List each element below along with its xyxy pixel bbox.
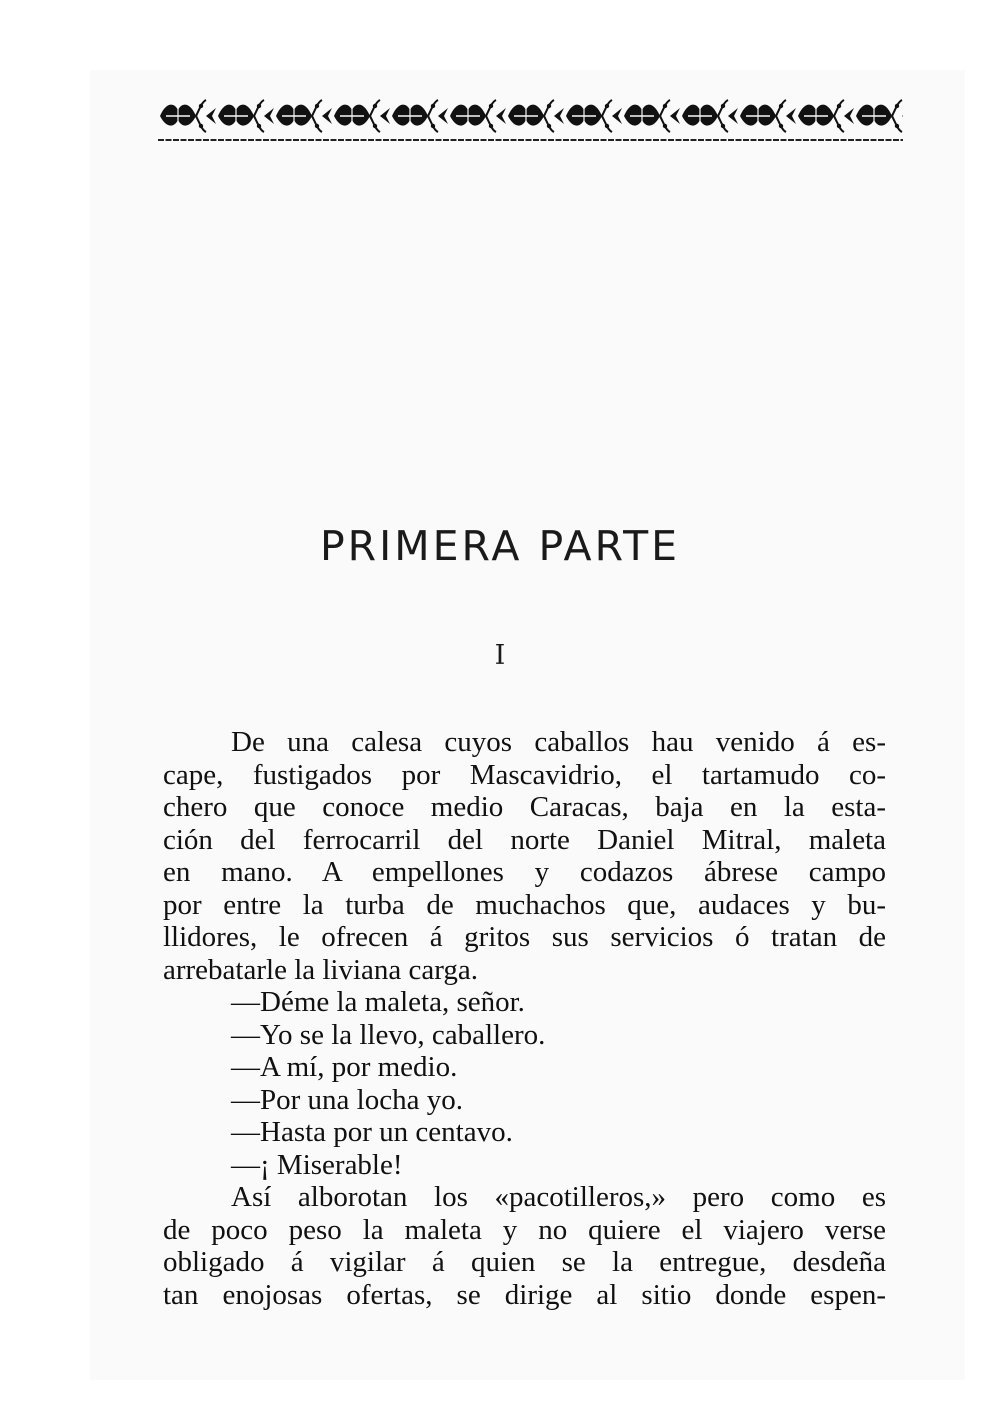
dialogue-line: —Hasta por un centavo. bbox=[231, 1116, 513, 1148]
paragraph-line: ción del ferrocarril del norte Daniel Mitral, maleta bbox=[163, 823, 886, 856]
paragraph-line: arrebatarle la liviana carga. bbox=[163, 953, 479, 986]
paragraph-line: de poco peso la maleta y no quiere el viajero verse bbox=[163, 1213, 886, 1246]
paragraph-line: tan enojosas ofertas, se dirige al sitio donde espen- bbox=[163, 1278, 886, 1311]
dialogue-line: —A mí, por medio. bbox=[231, 1051, 458, 1083]
paragraph-line: cape, fustigados por Mascavidrio, el tartamudo co- bbox=[163, 758, 886, 791]
dialogue-line: —Yo se la llevo, caballero. bbox=[231, 1018, 546, 1051]
body-text bbox=[163, 726, 886, 1311]
dialogue-line: —Déme la maleta, señor. bbox=[231, 986, 525, 1018]
paragraph-line: chero que conoce medio Caracas, baja en la esta- bbox=[163, 791, 886, 823]
part-title: PRIMERA PARTE bbox=[319, 522, 681, 570]
dialogue-line: —Por una locha yo. bbox=[231, 1083, 463, 1116]
dialogue-line: —¡ Miserable! bbox=[231, 1148, 403, 1181]
paragraph-line: obligado á vigilar á quien se la entregue, desdeña bbox=[163, 1246, 886, 1278]
paragraph-line: llidores, le ofrecen á gritos sus servicios ó tratan de bbox=[163, 921, 886, 953]
paragraph-line: Así alborotan los «pacotilleros,» pero como es bbox=[231, 1181, 886, 1213]
ornamental-border bbox=[158, 92, 903, 144]
paragraph-line: por entre la turba de muchachos que, audaces y bu- bbox=[163, 888, 886, 921]
paragraph-line: De una calesa cuyos caballos hau venido á es- bbox=[231, 726, 886, 758]
paragraph-line: en mano. A empellones y codazos ábrese campo bbox=[163, 856, 886, 888]
chapter-number: I bbox=[494, 640, 506, 671]
ornament-motifs bbox=[160, 100, 903, 132]
